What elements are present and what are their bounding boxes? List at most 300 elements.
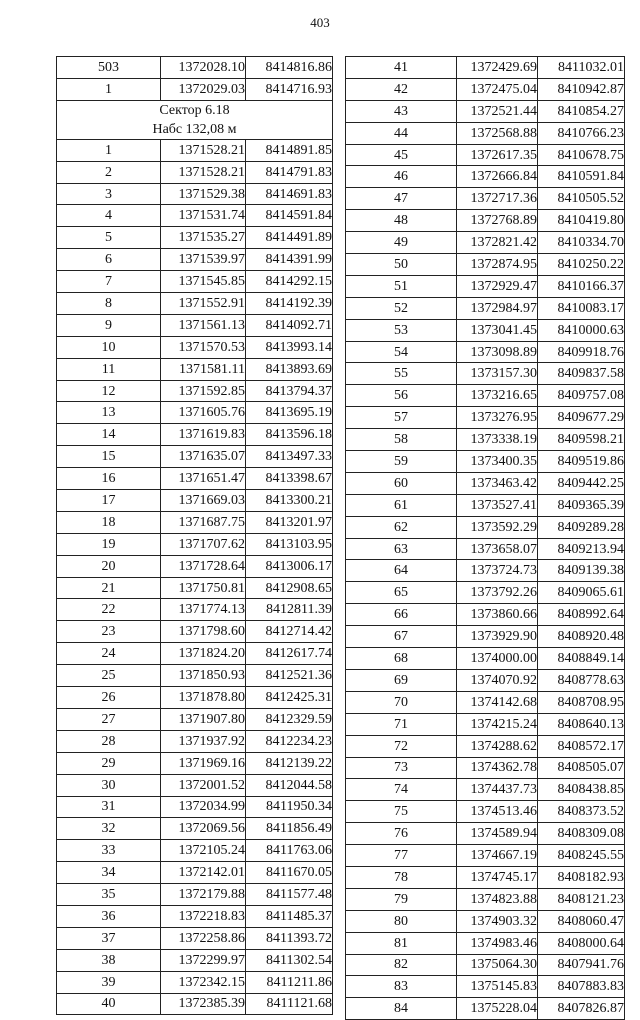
- point-number: 49: [346, 232, 457, 254]
- coordinate-x: 1374983.46: [457, 932, 538, 954]
- coordinate-y: 8410083.17: [538, 297, 625, 319]
- coordinate-x: 1374903.32: [457, 910, 538, 932]
- coordinate-y: 8414716.93: [246, 78, 333, 100]
- point-number: 41: [346, 57, 457, 79]
- coordinate-y: 8409918.76: [538, 341, 625, 363]
- coordinate-x: 1371907.80: [161, 708, 246, 730]
- coordinate-x: 1373400.35: [457, 451, 538, 473]
- point-number: 80: [346, 910, 457, 932]
- point-number: 15: [57, 446, 161, 468]
- coordinate-y: 8413103.95: [246, 533, 333, 555]
- point-number: 55: [346, 363, 457, 385]
- table-row: [57, 687, 333, 709]
- coordinate-y: 8412044.58: [246, 774, 333, 796]
- table-row: [346, 254, 625, 276]
- table-row: [346, 669, 625, 691]
- table-row: [346, 845, 625, 867]
- table-row: [57, 380, 333, 402]
- coordinate-x: 1372385.39: [161, 993, 246, 1015]
- coordinate-x: 1371581.11: [161, 358, 246, 380]
- table-row: [346, 188, 625, 210]
- table-row: [57, 621, 333, 643]
- point-number: 24: [57, 643, 161, 665]
- table-row: [57, 446, 333, 468]
- table-row: [57, 424, 333, 446]
- table-row: [346, 823, 625, 845]
- coordinate-x: 1374142.68: [457, 691, 538, 713]
- point-number: 61: [346, 494, 457, 516]
- coordinate-x: 1374437.73: [457, 779, 538, 801]
- coordinate-y: 8411670.05: [246, 862, 333, 884]
- coordinate-x: 1372717.36: [457, 188, 538, 210]
- coordinate-y: 8411856.49: [246, 818, 333, 840]
- table-row: [57, 730, 333, 752]
- coordinate-x: 1373276.95: [457, 407, 538, 429]
- point-number: 14: [57, 424, 161, 446]
- coordinate-y: 8409519.86: [538, 451, 625, 473]
- coordinate-y: 8412908.65: [246, 577, 333, 599]
- table-row: [346, 166, 625, 188]
- coordinate-x: 1372929.47: [457, 275, 538, 297]
- table-row: [346, 144, 625, 166]
- coordinate-y: 8408778.63: [538, 669, 625, 691]
- coordinate-x: 1372874.95: [457, 254, 538, 276]
- point-number: 59: [346, 451, 457, 473]
- coordinate-y: 8410419.80: [538, 210, 625, 232]
- table-row: [346, 100, 625, 122]
- point-number: 81: [346, 932, 457, 954]
- point-number: 75: [346, 801, 457, 823]
- coordinate-y: 8408060.47: [538, 910, 625, 932]
- point-number: 10: [57, 336, 161, 358]
- table-row: [57, 511, 333, 533]
- coordinate-y: 8408000.64: [538, 932, 625, 954]
- point-number: 53: [346, 319, 457, 341]
- table-row: [57, 665, 333, 687]
- table-row: [57, 57, 333, 79]
- coordinate-x: 1372666.84: [457, 166, 538, 188]
- point-number: 503: [57, 57, 161, 79]
- point-number: 6: [57, 249, 161, 271]
- coordinate-y: 8414691.83: [246, 183, 333, 205]
- coordinate-x: 1371635.07: [161, 446, 246, 468]
- coordinate-x: 1373658.07: [457, 538, 538, 560]
- table-row: [57, 555, 333, 577]
- point-number: 1: [57, 139, 161, 161]
- point-number: 44: [346, 122, 457, 144]
- coordinate-y: 8408182.93: [538, 866, 625, 888]
- coordinate-y: 8410250.22: [538, 254, 625, 276]
- coordinate-x: 1372034.99: [161, 796, 246, 818]
- point-number: 82: [346, 954, 457, 976]
- coordinate-x: 1371552.91: [161, 293, 246, 315]
- coordinate-x: 1372142.01: [161, 862, 246, 884]
- point-number: 77: [346, 845, 457, 867]
- table-row: [346, 998, 625, 1020]
- point-number: 56: [346, 385, 457, 407]
- table-row: [57, 993, 333, 1015]
- coordinate-y: 8409365.39: [538, 494, 625, 516]
- point-number: 48: [346, 210, 457, 232]
- coordinate-y: 8408505.07: [538, 757, 625, 779]
- point-number: 76: [346, 823, 457, 845]
- table-row: [57, 249, 333, 271]
- table-row: [346, 604, 625, 626]
- coordinate-y: 8409065.61: [538, 582, 625, 604]
- coordinate-y: 8413893.69: [246, 358, 333, 380]
- table-row: [346, 363, 625, 385]
- table-row: [346, 78, 625, 100]
- coordinate-x: 1373463.42: [457, 472, 538, 494]
- coordinate-y: 8411302.54: [246, 949, 333, 971]
- coordinate-y: 8411577.48: [246, 884, 333, 906]
- table-row: [346, 888, 625, 910]
- coordinate-y: 8410166.37: [538, 275, 625, 297]
- coordinate-y: 8410766.23: [538, 122, 625, 144]
- coordinate-x: 1372568.88: [457, 122, 538, 144]
- coordinate-x: 1372105.24: [161, 840, 246, 862]
- coordinate-x: 1372028.10: [161, 57, 246, 79]
- coordinate-x: 1371605.76: [161, 402, 246, 424]
- coordinate-x: 1372218.83: [161, 905, 246, 927]
- coordinate-x: 1371528.21: [161, 161, 246, 183]
- coordinate-y: 8408245.55: [538, 845, 625, 867]
- point-number: 68: [346, 648, 457, 670]
- table-row: [346, 932, 625, 954]
- point-number: 43: [346, 100, 457, 122]
- point-number: 20: [57, 555, 161, 577]
- left-table-top-rows: [57, 57, 333, 101]
- table-row: [346, 232, 625, 254]
- point-number: 51: [346, 275, 457, 297]
- table-row: [346, 472, 625, 494]
- table-row: [346, 451, 625, 473]
- coordinate-x: 1372617.35: [457, 144, 538, 166]
- coordinate-y: 8413398.67: [246, 468, 333, 490]
- point-number: 37: [57, 927, 161, 949]
- coordinate-x: 1373724.73: [457, 560, 538, 582]
- coordinate-y: 8409598.21: [538, 429, 625, 451]
- coordinate-x: 1371528.21: [161, 139, 246, 161]
- table-row: [57, 927, 333, 949]
- coordinate-y: 8413794.37: [246, 380, 333, 402]
- table-row: [57, 358, 333, 380]
- table-row: [346, 582, 625, 604]
- coordinate-y: 8414591.84: [246, 205, 333, 227]
- point-number: 30: [57, 774, 161, 796]
- coordinate-y: 8408849.14: [538, 648, 625, 670]
- table-row: [346, 319, 625, 341]
- point-number: 74: [346, 779, 457, 801]
- coordinate-y: 8410591.84: [538, 166, 625, 188]
- table-row: [57, 336, 333, 358]
- table-row: [346, 626, 625, 648]
- coordinate-x: 1373338.19: [457, 429, 538, 451]
- coordinate-x: 1371669.03: [161, 490, 246, 512]
- point-number: 52: [346, 297, 457, 319]
- coordinate-x: 1371531.74: [161, 205, 246, 227]
- coordinate-y: 8412234.23: [246, 730, 333, 752]
- coordinate-y: 8408920.48: [538, 626, 625, 648]
- coordinate-x: 1371651.47: [161, 468, 246, 490]
- coordinate-y: 8410334.70: [538, 232, 625, 254]
- table-row: [57, 774, 333, 796]
- point-number: 9: [57, 314, 161, 336]
- point-number: 7: [57, 271, 161, 293]
- right-table-rows: [346, 57, 625, 1020]
- point-number: 60: [346, 472, 457, 494]
- coordinate-x: 1374000.00: [457, 648, 538, 670]
- coordinate-y: 8409442.25: [538, 472, 625, 494]
- coordinate-y: 8409139.38: [538, 560, 625, 582]
- page-number: 403: [310, 15, 330, 30]
- point-number: 8: [57, 293, 161, 315]
- table-row: [346, 297, 625, 319]
- table-row: [346, 122, 625, 144]
- coordinate-x: 1372069.56: [161, 818, 246, 840]
- coordinate-x: 1371878.80: [161, 687, 246, 709]
- coordinate-y: 8410678.75: [538, 144, 625, 166]
- coordinate-y: 8408572.17: [538, 735, 625, 757]
- coordinate-x: 1371750.81: [161, 577, 246, 599]
- table-row: [57, 905, 333, 927]
- table-row: [57, 949, 333, 971]
- table-row: [346, 757, 625, 779]
- coordinate-x: 1373860.66: [457, 604, 538, 626]
- table-row: [57, 205, 333, 227]
- point-number: 22: [57, 599, 161, 621]
- coordinate-x: 1374589.94: [457, 823, 538, 845]
- coordinate-y: 8411032.01: [538, 57, 625, 79]
- point-number: 17: [57, 490, 161, 512]
- point-number: 12: [57, 380, 161, 402]
- point-number: 16: [57, 468, 161, 490]
- table-row: [57, 227, 333, 249]
- coordinate-x: 1371570.53: [161, 336, 246, 358]
- point-number: 70: [346, 691, 457, 713]
- coordinate-y: 8407883.83: [538, 976, 625, 998]
- table-row: [346, 801, 625, 823]
- point-number: 25: [57, 665, 161, 687]
- point-number: 62: [346, 516, 457, 538]
- coordinate-x: 1372299.97: [161, 949, 246, 971]
- table-row: [346, 954, 625, 976]
- table-row: [346, 494, 625, 516]
- point-number: 84: [346, 998, 457, 1020]
- table-row: [57, 402, 333, 424]
- point-number: 11: [57, 358, 161, 380]
- coordinate-y: 8408309.08: [538, 823, 625, 845]
- coordinate-y: 8410942.87: [538, 78, 625, 100]
- coordinate-y: 8414791.83: [246, 161, 333, 183]
- point-number: 3: [57, 183, 161, 205]
- coordinate-x: 1373157.30: [457, 363, 538, 385]
- table-row: [346, 57, 625, 79]
- coordinate-y: 8408640.13: [538, 713, 625, 735]
- coordinate-x: 1372179.88: [161, 884, 246, 906]
- table-row: [346, 691, 625, 713]
- sector-header: [57, 100, 333, 139]
- coordinate-x: 1371937.92: [161, 730, 246, 752]
- coordinate-x: 1373929.90: [457, 626, 538, 648]
- left-table-rows: [57, 139, 333, 1015]
- point-number: 73: [346, 757, 457, 779]
- point-number: 72: [346, 735, 457, 757]
- coordinate-x: 1374513.46: [457, 801, 538, 823]
- coordinate-y: 8414816.86: [246, 57, 333, 79]
- coordinate-y: 8408708.95: [538, 691, 625, 713]
- table-row: [346, 210, 625, 232]
- table-row: [57, 796, 333, 818]
- sector-header-cell: [57, 100, 333, 139]
- point-number: 79: [346, 888, 457, 910]
- coordinate-y: 8413497.33: [246, 446, 333, 468]
- coordinate-x: 1372475.04: [457, 78, 538, 100]
- coordinate-y: 8414092.71: [246, 314, 333, 336]
- point-number: 50: [346, 254, 457, 276]
- coordinate-x: 1374288.62: [457, 735, 538, 757]
- point-number: 46: [346, 166, 457, 188]
- coordinate-x: 1371850.93: [161, 665, 246, 687]
- coordinate-y: 8412425.31: [246, 687, 333, 709]
- point-number: 71: [346, 713, 457, 735]
- point-number: 29: [57, 752, 161, 774]
- coordinate-y: 8414491.89: [246, 227, 333, 249]
- coordinate-y: 8414292.15: [246, 271, 333, 293]
- coordinate-x: 1374745.17: [457, 866, 538, 888]
- point-number: 54: [346, 341, 457, 363]
- coordinate-x: 1372984.97: [457, 297, 538, 319]
- point-number: 64: [346, 560, 457, 582]
- coordinate-x: 1373216.65: [457, 385, 538, 407]
- coordinate-y: 8409213.94: [538, 538, 625, 560]
- point-number: 40: [57, 993, 161, 1015]
- coordinate-x: 1374070.92: [457, 669, 538, 691]
- point-number: 58: [346, 429, 457, 451]
- coordinate-x: 1372342.15: [161, 971, 246, 993]
- point-number: 36: [57, 905, 161, 927]
- coordinate-y: 8408992.64: [538, 604, 625, 626]
- point-number: 18: [57, 511, 161, 533]
- coordinate-x: 1374362.78: [457, 757, 538, 779]
- coordinate-y: 8407941.76: [538, 954, 625, 976]
- coordinate-x: 1371687.75: [161, 511, 246, 533]
- coordinates-table-left: [56, 56, 333, 1015]
- coordinate-y: 8412329.59: [246, 708, 333, 730]
- coordinate-x: 1371824.20: [161, 643, 246, 665]
- coordinate-y: 8411485.37: [246, 905, 333, 927]
- coordinate-y: 8411950.34: [246, 796, 333, 818]
- table-row: [57, 293, 333, 315]
- coordinates-table-right: [345, 56, 625, 1020]
- table-row: [346, 713, 625, 735]
- table-row: [346, 735, 625, 757]
- coordinate-y: 8413006.17: [246, 555, 333, 577]
- coordinate-x: 1371774.13: [161, 599, 246, 621]
- coordinate-y: 8411121.68: [246, 993, 333, 1015]
- point-number: 78: [346, 866, 457, 888]
- coordinate-x: 1371545.85: [161, 271, 246, 293]
- point-number: 1: [57, 78, 161, 100]
- coordinate-y: 8413300.21: [246, 490, 333, 512]
- point-number: 19: [57, 533, 161, 555]
- table-row: [346, 275, 625, 297]
- coordinate-y: 8408121.23: [538, 888, 625, 910]
- coordinate-x: 1375064.30: [457, 954, 538, 976]
- coordinate-y: 8412617.74: [246, 643, 333, 665]
- coordinate-y: 8411393.72: [246, 927, 333, 949]
- coordinate-x: 1375228.04: [457, 998, 538, 1020]
- coordinate-y: 8409289.28: [538, 516, 625, 538]
- coordinate-y: 8410505.52: [538, 188, 625, 210]
- coordinate-y: 8407826.87: [538, 998, 625, 1020]
- coordinate-y: 8412521.36: [246, 665, 333, 687]
- point-number: 28: [57, 730, 161, 752]
- point-number: 35: [57, 884, 161, 906]
- point-number: 33: [57, 840, 161, 862]
- table-row: [57, 971, 333, 993]
- coordinate-x: 1371707.62: [161, 533, 246, 555]
- coordinate-y: 8410854.27: [538, 100, 625, 122]
- table-row: [57, 643, 333, 665]
- table-row: [57, 840, 333, 862]
- sector-elevation: Набс 132,08 м: [152, 121, 237, 137]
- coordinate-x: 1372001.52: [161, 774, 246, 796]
- point-number: 27: [57, 708, 161, 730]
- table-row: [346, 866, 625, 888]
- coordinate-x: 1371561.13: [161, 314, 246, 336]
- point-number: 66: [346, 604, 457, 626]
- coordinate-x: 1375145.83: [457, 976, 538, 998]
- point-number: 5: [57, 227, 161, 249]
- coordinate-x: 1372768.89: [457, 210, 538, 232]
- table-row: [57, 468, 333, 490]
- table-row: [57, 533, 333, 555]
- table-row: [57, 314, 333, 336]
- point-number: 39: [57, 971, 161, 993]
- coordinate-y: 8413201.97: [246, 511, 333, 533]
- coordinate-y: 8414891.85: [246, 139, 333, 161]
- table-row: [57, 78, 333, 100]
- coordinate-x: 1372029.03: [161, 78, 246, 100]
- table-row: [346, 779, 625, 801]
- table-row: [346, 538, 625, 560]
- sector-header-row: [57, 100, 333, 139]
- point-number: 38: [57, 949, 161, 971]
- coordinate-x: 1371529.38: [161, 183, 246, 205]
- coordinate-x: 1371728.64: [161, 555, 246, 577]
- coordinate-y: 8409837.58: [538, 363, 625, 385]
- coordinate-y: 8413695.19: [246, 402, 333, 424]
- point-number: 4: [57, 205, 161, 227]
- coordinate-y: 8412811.39: [246, 599, 333, 621]
- table-row: [346, 385, 625, 407]
- table-row: [346, 976, 625, 998]
- coordinate-x: 1371969.16: [161, 752, 246, 774]
- coordinate-x: 1373527.41: [457, 494, 538, 516]
- point-number: 69: [346, 669, 457, 691]
- table-row: [57, 752, 333, 774]
- coordinate-y: 8413993.14: [246, 336, 333, 358]
- point-number: 23: [57, 621, 161, 643]
- point-number: 34: [57, 862, 161, 884]
- table-row: [57, 884, 333, 906]
- table-row: [346, 560, 625, 582]
- table-row: [57, 161, 333, 183]
- coordinate-x: 1371539.97: [161, 249, 246, 271]
- coordinate-x: 1373792.26: [457, 582, 538, 604]
- point-number: 13: [57, 402, 161, 424]
